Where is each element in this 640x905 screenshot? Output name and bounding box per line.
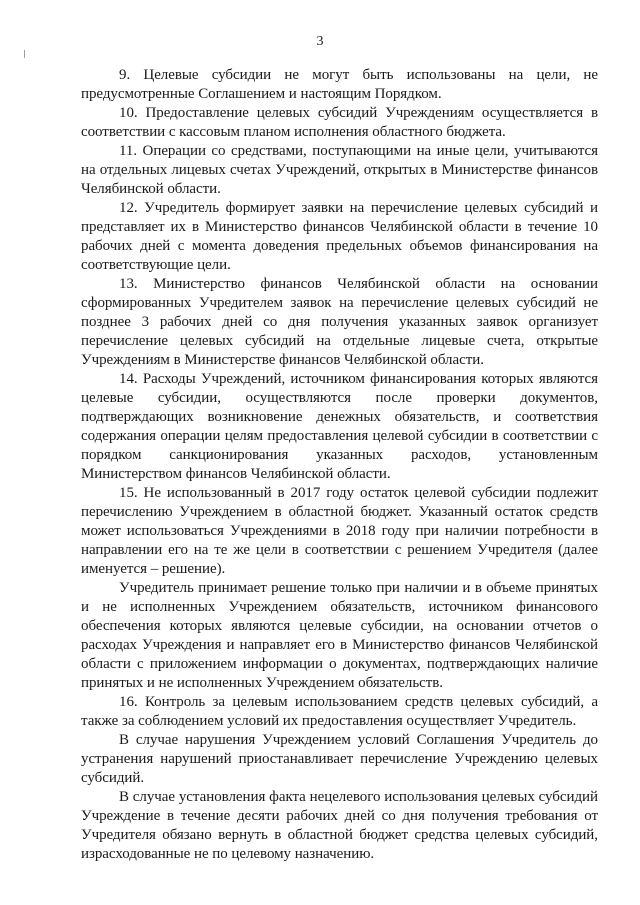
paragraph-12: 12. Учредитель формирует заявки на перечисление целевых субсидий и представляет их в Министерство финансов Челябинской области в течение 10 рабочих дней с момента доведения предельных объемов финансирования на соответствующие цели.	[81, 200, 598, 273]
document-body	[81, 66, 598, 864]
paragraph-9: 9. Целевые субсидии не могут быть использованы на цели, не предусмотренные Соглашением и настоящим Порядком.	[81, 67, 598, 102]
paragraph-10: 10. Предоставление целевых субсидий Учреждениям осуществляется в соответствии с кассовым планом исполнения областного бюджета.	[81, 105, 598, 140]
paragraph-16: 16. Контроль за целевым использованием средств целевых субсидий, а также за соблюдением условий их предоставления осуществляет Учредитель.	[81, 694, 598, 729]
paragraph-15-decision: Учредитель принимает решение только при наличии и в объеме принятых и не исполненных Учреждением обязательств, источником финансового обеспечения которых являются целевые субсидии, на основании отчетов о расходах Учреждения и направляет его в Министерство финансов Челябинской области с приложением информации о документах, подтверждающих наличие принятых и не исполненных Учреждением обязательств.	[81, 580, 598, 691]
margin-mark	[24, 50, 25, 58]
paragraph-11: 11. Операции со средствами, поступающими на иные цели, учитываются на отдельных лицевых счетах Учреждений, открытых в Министерстве финансов Челябинской области.	[81, 143, 598, 197]
paragraph-15: 15. Не использованный в 2017 году остаток целевой субсидии подлежит перечислению Учреждением в областной бюджет. Указанный остаток средств может использоваться Учреждениями в 2018 году при наличии потребности в направлении его на те же цели в соответствии с решением Учредителя (далее именуется – решение).	[81, 485, 598, 577]
paragraph-16-misuse: В случае установления факта нецелевого использования целевых субсидий Учреждение в течение десяти рабочих дней со дня получения требования от Учредителя обязано вернуть в областной бюджет средства целевых субсидий, израсходованные не по целевому назначению.	[81, 789, 598, 862]
paragraph-16-violation: В случае нарушения Учреждением условий Соглашения Учредитель до устранения нарушений приостанавливает перечисление Учреждению целевых субсидий.	[81, 732, 598, 786]
paragraph-14: 14. Расходы Учреждений, источником финансирования которых являются целевые субсидии, осуществляются после проверки документов, подтверждающих возникновение денежных обязательств, и соответствия содержания операции целям предоставления целевой субсидии в соответствии с порядком санкционирования указанных расходов, установленным Министерством финансов Челябинской области.	[81, 371, 598, 482]
page-number: 3	[316, 34, 324, 49]
paragraph-13: 13. Министерство финансов Челябинской области на основании сформированных Учредителем заявок на перечисление целевых субсидий не позднее 3 рабочих дней со дня получения указанных заявок организует перечисление целевых субсидий на отдельные лицевые счета, открытые Учреждениям в Министерстве финансов Челябинской области.	[81, 276, 598, 368]
